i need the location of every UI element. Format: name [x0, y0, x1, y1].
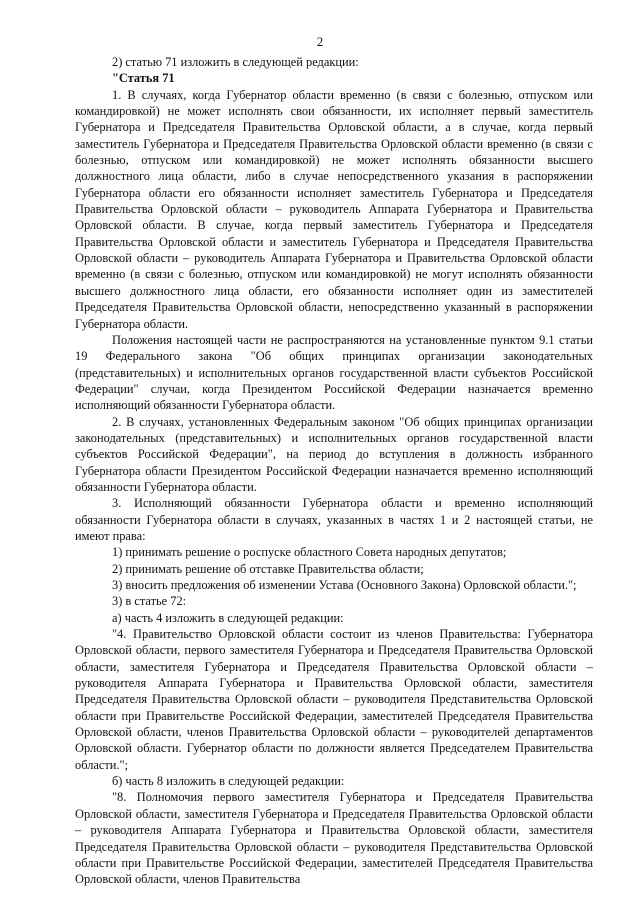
- paragraph-article-72-intro: 3) в статье 72:: [112, 594, 187, 609]
- document-body: [75, 54, 593, 888]
- paragraph-part-4: "4. Правительство Орловской области состоит из членов Правительства: Губернатора Орловской области, первого заместителя Губернатора и Председателя Правительства Орловской области, заместителя Губернатора и Председателя Правительства Орловской области – руководителя Аппарата Губернатора и Правительства Орловской области, заместителя Председателя Правительства Орловской области – руководителя Представительства Орловской области при Правительстве Российской Федерации, заместителей Председателя Правительства Орловской области, членов Правительства Орловской области – руководителей департаментов Орловской области. Губернатор области по должности является Председателем Правительства области.";: [75, 627, 593, 772]
- paragraph-part-3: 3. Исполняющий обязанности Губернатора области и временно исполняющий обязанности Губернатора области в случаях, указанных в частях 1 и 2 настоящей статьи, не имеют права:: [75, 496, 593, 543]
- paragraph-part-1-provisions: Положения настоящей части не распространяются на установленные пунктом 9.1 статьи 19 Федерального закона "Об общих принципах организации законодательных (представительных) и исполнительных органов государственной власти субъектов Российской Федерации" случаи, когда Президентом Российской Федерации назначается временно исполняющий обязанности Губернатора области.: [75, 332, 593, 413]
- list-item-3: 3) вносить предложения об изменении Устава (Основного Закона) Орловской области.";: [112, 578, 577, 592]
- paragraph-part-4-intro: а) часть 4 изложить в следующей редакции:: [112, 610, 344, 625]
- paragraph-part-1: 1. В случаях, когда Губернатор области временно (в связи с болезнью, отпуском или командировкой) не может исполнять свои обязанности, их исполняет первый заместитель Губернатора и Председателя Правительства Орловской области, а в случае, когда первый заместитель Губернатора и Председателя Правительства Орловской области временно (в связи с болезнью, отпуском или командировкой) не может исполнять обязанности высшего должностного лица области, либо в случае непосредственного указания в распоряжении Губернатора области его обязанности исполняет заместитель Губернатора и Председателя Правительства Орловской области – руководитель Аппарата Губернатора и Правительства Орловской области. В случае, когда первый заместитель Губернатора и Председателя Правительства Орловской области и заместитель Губернатора и Председателя Правительства Орловской области – руководитель Аппарата Губернатора и Правительства Орловской области временно (в связи с болезнью, отпуском или командировкой) не могут исполнять обязанности высшего должностного лица области, его обязанности исполняет один из заместителей Председателя Правительства Орловской области, непосредственно указанный в распоряжении Губернатора области.: [75, 87, 593, 331]
- paragraph-part-2: 2. В случаях, установленных Федеральным законом "Об общих принципах организации законодательных (представительных) и исполнительных органов государственной власти субъектов Российской Федерации", на период до вступления в должность избранного Губернатора области Президентом Российской Федерации назначается временно исполняющий обязанности Губернатора области.: [75, 414, 593, 494]
- paragraph-part-8: "8. Полномочия первого заместителя Губернатора и Председателя Правительства Орловской области, заместителя Губернатора и Председателя Правительства Орловской области – руководителя Аппарата Губернатора и Правительства Орловской области, заместителя Председателя Правительства Орловской области – руководителя Представительства Орловской области при Правительстве Российской Федерации, заместителей Председателя Правительства Орловской области, членов Правительства: [75, 790, 593, 887]
- paragraph-part-8-intro: б) часть 8 изложить в следующей редакции:: [112, 774, 345, 789]
- list-item-2: 2) принимать решение об отставке Правительства области;: [112, 561, 424, 576]
- list-item-1: 1) принимать решение о роспуске областного Совета народных депутатов;: [112, 545, 507, 560]
- paragraph-article-71-intro: 2) статью 71 изложить в следующей редакции:: [112, 55, 359, 69]
- page-number: 2: [316, 34, 324, 49]
- article-71-heading: "Статья 71: [112, 71, 175, 86]
